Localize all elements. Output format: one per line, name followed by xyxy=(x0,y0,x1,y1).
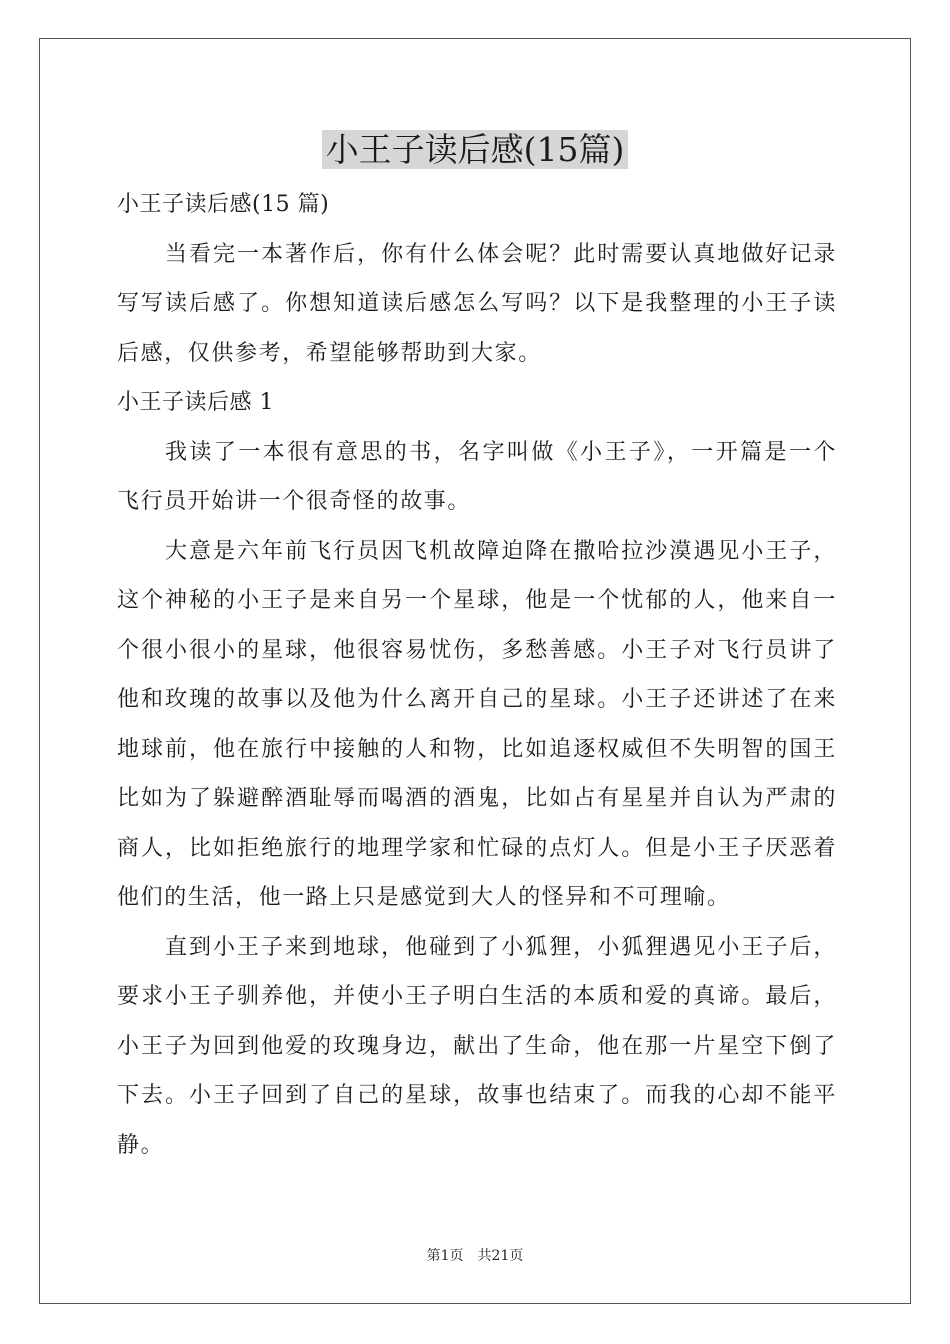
section-heading: 小王子读后感 1 xyxy=(117,390,274,415)
page-total: 共21页 xyxy=(477,1248,524,1264)
page-footer xyxy=(0,1245,950,1265)
body-paragraph-3: 直到小王子来到地球，他碰到了小狐狸，小狐狸遇见小王子后，要求小王子驯养他，并使小王子明白生活的本质和爱的真谛。最后，小王子为回到他爱的玫瑰身边，献出了生命，他在那一片星空下倒了下去。小王子回到了自己的星球，故事也结束了。而我的心却不能平静。 xyxy=(117,934,837,1158)
document-body xyxy=(117,180,837,1170)
body-paragraph-1: 我读了一本很有意思的书，名字叫做《小王子》，一开篇是一个飞行员开始讲一个很奇怪的故事。 xyxy=(117,439,837,514)
document-title xyxy=(0,124,950,176)
page-number: 第1页 xyxy=(426,1248,464,1264)
intro-paragraph: 当看完一本著作后，你有什么体会呢？此时需要认真地做好记录写写读后感了。你想知道读后感怎么写吗？以下是我整理的小王子读后感，仅供参考，希望能够帮助到大家。 xyxy=(117,241,837,366)
body-paragraph-2: 大意是六年前飞行员因飞机故障迫降在撒哈拉沙漠遇见小王子，这个神秘的小王子是来自另一个星球，他是一个忧郁的人，他来自一个很小很小的星球，他很容易忧伤，多愁善感。小王子对飞行员讲了他和玫瑰的故事以及他为什么离开自己的星球。小王子还讲述了在来地球前，他在旅行中接触的人和物，比如追逐权威但不失明智的国王比如为了躲避醉酒耻辱而喝酒的酒鬼，比如占有星星并自认为严肃的商人，比如拒绝旅行的地理学家和忙碌的点灯人。但是小王子厌恶着他们的生活，他一路上只是感觉到大人的怪异和不可理喻。 xyxy=(117,538,837,910)
document-subtitle: 小王子读后感(15 篇) xyxy=(117,192,330,217)
document-title-text: 小王子读后感(15篇) xyxy=(322,130,629,169)
